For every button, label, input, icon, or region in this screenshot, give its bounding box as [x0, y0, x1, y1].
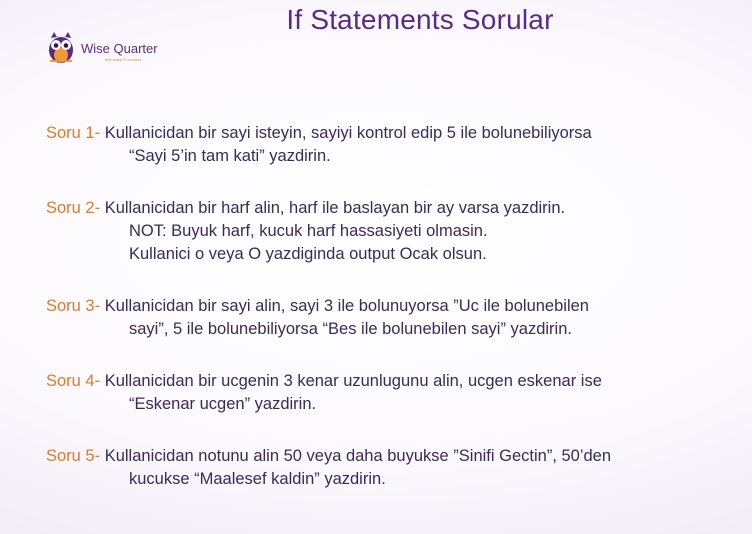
question-label: Soru 3-: [46, 297, 101, 315]
question-list: [46, 122, 746, 491]
question-text: Kullanicidan bir sayi alin, sayi 3 ile bolunuyorsa ”Uc ile bolunebilen: [104, 297, 589, 315]
question-text: Kullanicidan bir ucgenin 3 kenar uzunlugunu alin, ucgen eskenar ise: [104, 372, 602, 390]
question-label: Soru 5-: [46, 447, 101, 465]
logo-tagline: first class IT courses: [105, 57, 142, 62]
question-label: Soru 1-: [46, 124, 101, 142]
question-note: NOT: Buyuk harf, kucuk harf hassasiyeti olmasin.: [129, 222, 488, 240]
question-1: [46, 122, 746, 168]
question-text: sayi”, 5 ile bolunebiliyorsa “Bes ile bolunebilen sayi” yazdirin.: [129, 320, 572, 338]
question-3: [46, 295, 746, 341]
question-text: kucukse “Maalesef kaldin” yazdirin.: [129, 470, 386, 488]
logo-brand-text: Wise Quarter: [81, 41, 158, 56]
question-text: Kullanicidan bir sayi isteyin, sayiyi kontrol edip 5 ile bolunebiliyorsa: [104, 124, 592, 142]
question-text: “Eskenar ucgen” yazdirin.: [129, 395, 317, 413]
question-text: “Sayi 5’in tam kati” yazdirin.: [129, 147, 331, 165]
question-label: Soru 2-: [46, 199, 101, 217]
owl-icon: [45, 31, 77, 65]
question-2: [46, 197, 746, 266]
question-text: Kullanicidan notunu alin 50 veya daha buyukse ”Sinifi Gectin”, 50’den: [104, 447, 612, 465]
wise-quarter-logo: [45, 31, 185, 67]
question-text: Kullanicidan bir harf alin, harf ile baslayan bir ay varsa yazdirin.: [104, 199, 566, 217]
question-4: [46, 370, 746, 416]
question-label: Soru 4-: [46, 372, 101, 390]
slide-title: If Statements Sorular: [286, 4, 554, 35]
question-text: Kullanici o veya O yazdiginda output Ocak olsun.: [129, 245, 487, 263]
question-5: [46, 445, 746, 491]
